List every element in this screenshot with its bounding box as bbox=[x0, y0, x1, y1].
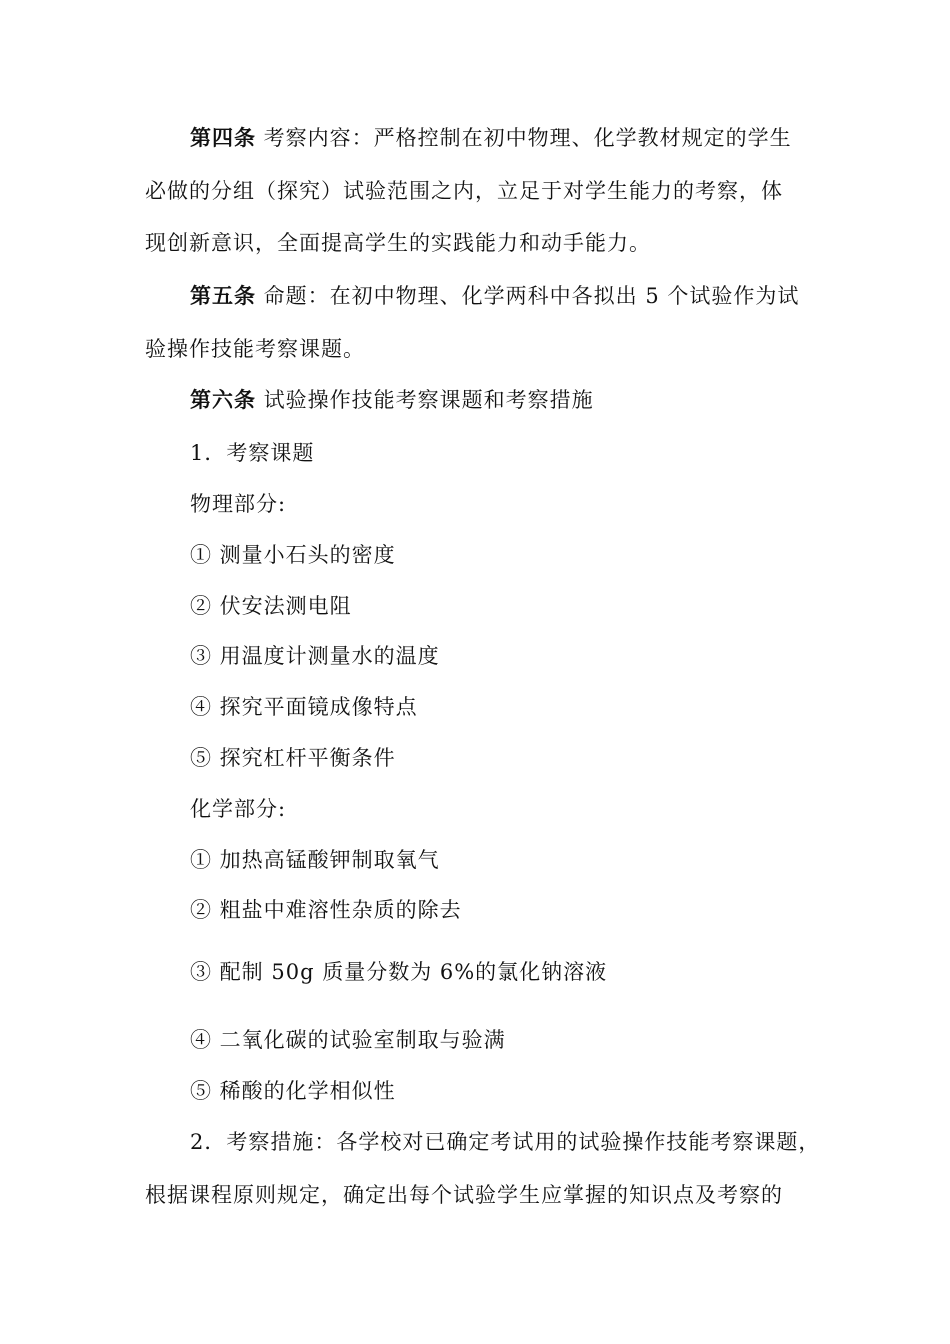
physics-item-3: ③ 用温度计测量水的温度 bbox=[190, 644, 440, 668]
article-5-heading: 第五条 bbox=[190, 283, 256, 308]
article-5-line-1 bbox=[190, 282, 799, 310]
section-1-title: 1．考察课题 bbox=[190, 441, 315, 465]
physics-title: 物理部分: bbox=[190, 492, 287, 516]
chemistry-item-4: ④ 二氧化碳的试验室制取与验满 bbox=[190, 1028, 506, 1052]
chemistry-item-3: ③ 配制 50g 质量分数为 6%的氯化钠溶液 bbox=[190, 960, 608, 984]
physics-item-5: ⑤ 探究杠杆平衡条件 bbox=[190, 746, 396, 770]
chemistry-title: 化学部分: bbox=[190, 797, 287, 821]
article-4-text-1: 考察内容：严格控制在初中物理、化学教材规定的学生 bbox=[256, 126, 792, 150]
chemistry-item-1: ① 加热高锰酸钾制取氧气 bbox=[190, 848, 440, 872]
section-2-line-2: 根据课程原则规定，确定出每个试验学生应掌握的知识点及考察的 bbox=[145, 1183, 783, 1207]
article-6-heading: 第六条 bbox=[190, 387, 256, 412]
chemistry-item-2: ② 粗盐中难溶性杂质的除去 bbox=[190, 898, 462, 922]
physics-item-1: ① 测量小石头的密度 bbox=[190, 543, 396, 567]
article-4-heading: 第四条 bbox=[190, 125, 256, 150]
chemistry-item-5: ⑤ 稀酸的化学相似性 bbox=[190, 1079, 396, 1103]
article-5-line-2: 验操作技能考察课题。 bbox=[145, 337, 365, 361]
article-6-title: 试验操作技能考察课题和考察措施 bbox=[256, 388, 594, 412]
physics-item-2: ② 伏安法测电阻 bbox=[190, 594, 352, 618]
article-4-line-2: 必做的分组（探究）试验范围之内，立足于对学生能力的考察，体 bbox=[145, 179, 783, 203]
article-6-line bbox=[190, 386, 594, 414]
article-5-text-1: 命题：在初中物理、化学两科中各拟出 5 个试验作为试 bbox=[256, 284, 800, 308]
article-4-line-1 bbox=[190, 124, 792, 152]
article-4-line-3: 现创新意识，全面提高学生的实践能力和动手能力。 bbox=[145, 231, 651, 255]
section-2-line-1: 2．考察措施：各学校对已确定考试用的试验操作技能考察课题， bbox=[190, 1130, 821, 1154]
physics-item-4: ④ 探究平面镜成像特点 bbox=[190, 695, 418, 719]
